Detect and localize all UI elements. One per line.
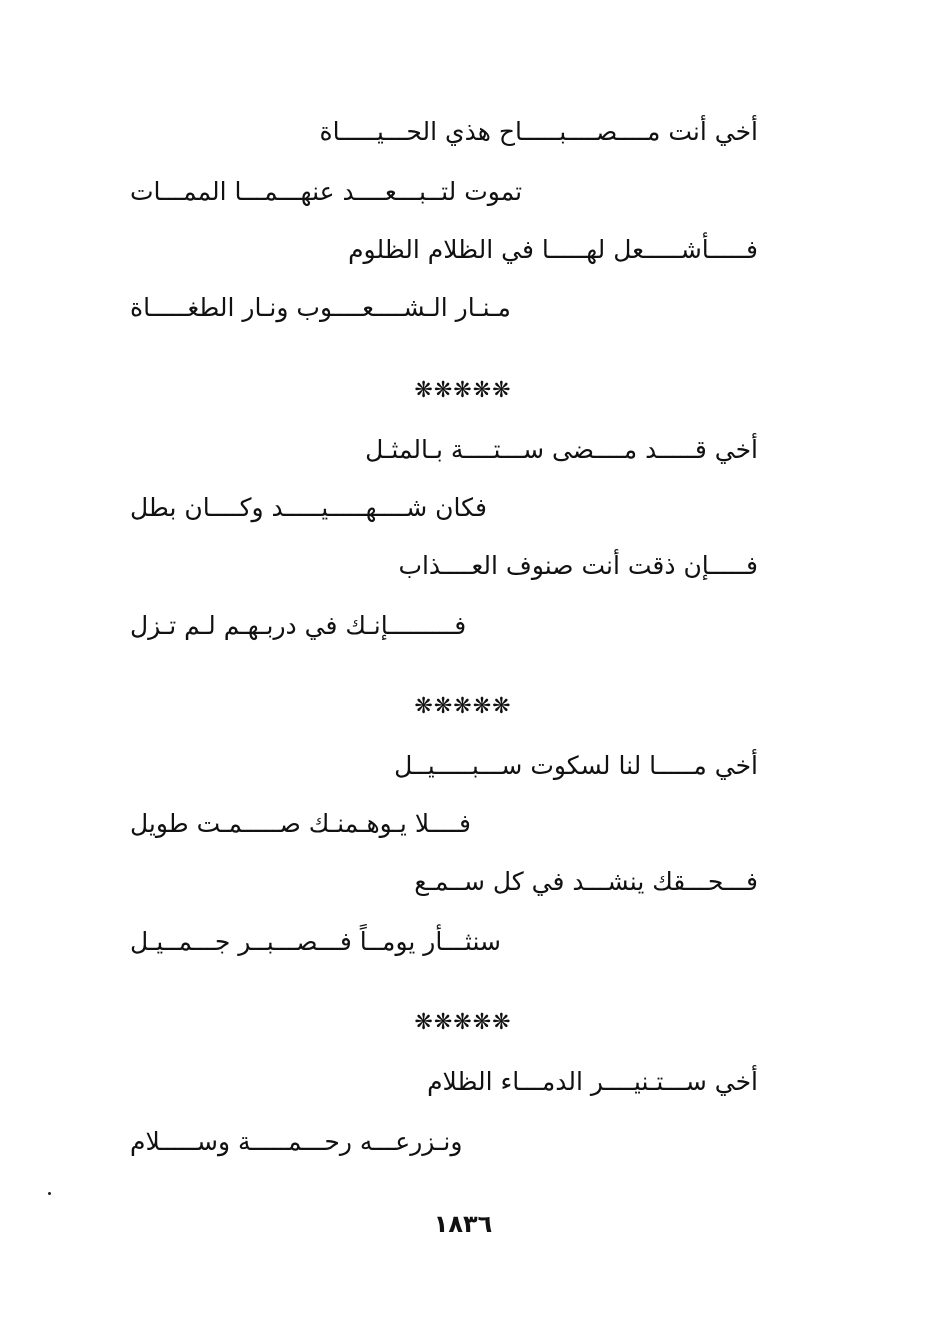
verse-line: أخي أنت مــــصــــبـــــاح هذي الحـــيـــــاة — [319, 117, 758, 146]
verse-line: فـــــأشـــــعل لهـــــا في الظلام الظلوم — [348, 235, 758, 264]
page-number: ١٨٣٦ — [433, 1210, 493, 1238]
verse-line: ونـزرعـــه رحـــمـــــة وســـــلام — [130, 1127, 463, 1156]
verse-line: فـــــــــإنـك في دربـهـم لـم تـزل — [130, 611, 467, 640]
stanza-separator: ❋❋❋❋❋ — [414, 378, 512, 403]
verse-line: فكان شــــهـــــيـــــد وكــــان بطل — [130, 493, 487, 522]
verse-line: أخي ســـتـنيــــر الدمـــاء الظلام — [427, 1067, 758, 1096]
verse-line: أخي قـــــد مــــضى ســـتــــة بـالمثـل — [365, 435, 758, 464]
verse-line: تموت لتــبـــعــــد عنهـــمـــا الممـــات — [130, 177, 523, 206]
verse-line: سنثـــأر يومــاً فـــصـــبــر جـــمــيـل — [130, 927, 501, 956]
verse-line: أخي مـــــا لنا لسكوت ســـبـــــيــل — [394, 751, 758, 780]
stanza-separator: ❋❋❋❋❋ — [414, 694, 512, 719]
stanza-separator: ❋❋❋❋❋ — [414, 1010, 512, 1035]
verse-line: فــــلا يـوهـمنـك صـــــمـت طويل — [130, 809, 471, 838]
scan-speck — [48, 1192, 51, 1195]
verse-line: فـــحـــقك ينشـــد في كل ســمـع — [414, 867, 758, 896]
verse-line: مـنـار الـشــــعــــوب ونـار الطغـــــاة — [130, 293, 511, 322]
verse-line: فـــــإن ذقت أنت صنوف العــــذاب — [398, 551, 758, 580]
